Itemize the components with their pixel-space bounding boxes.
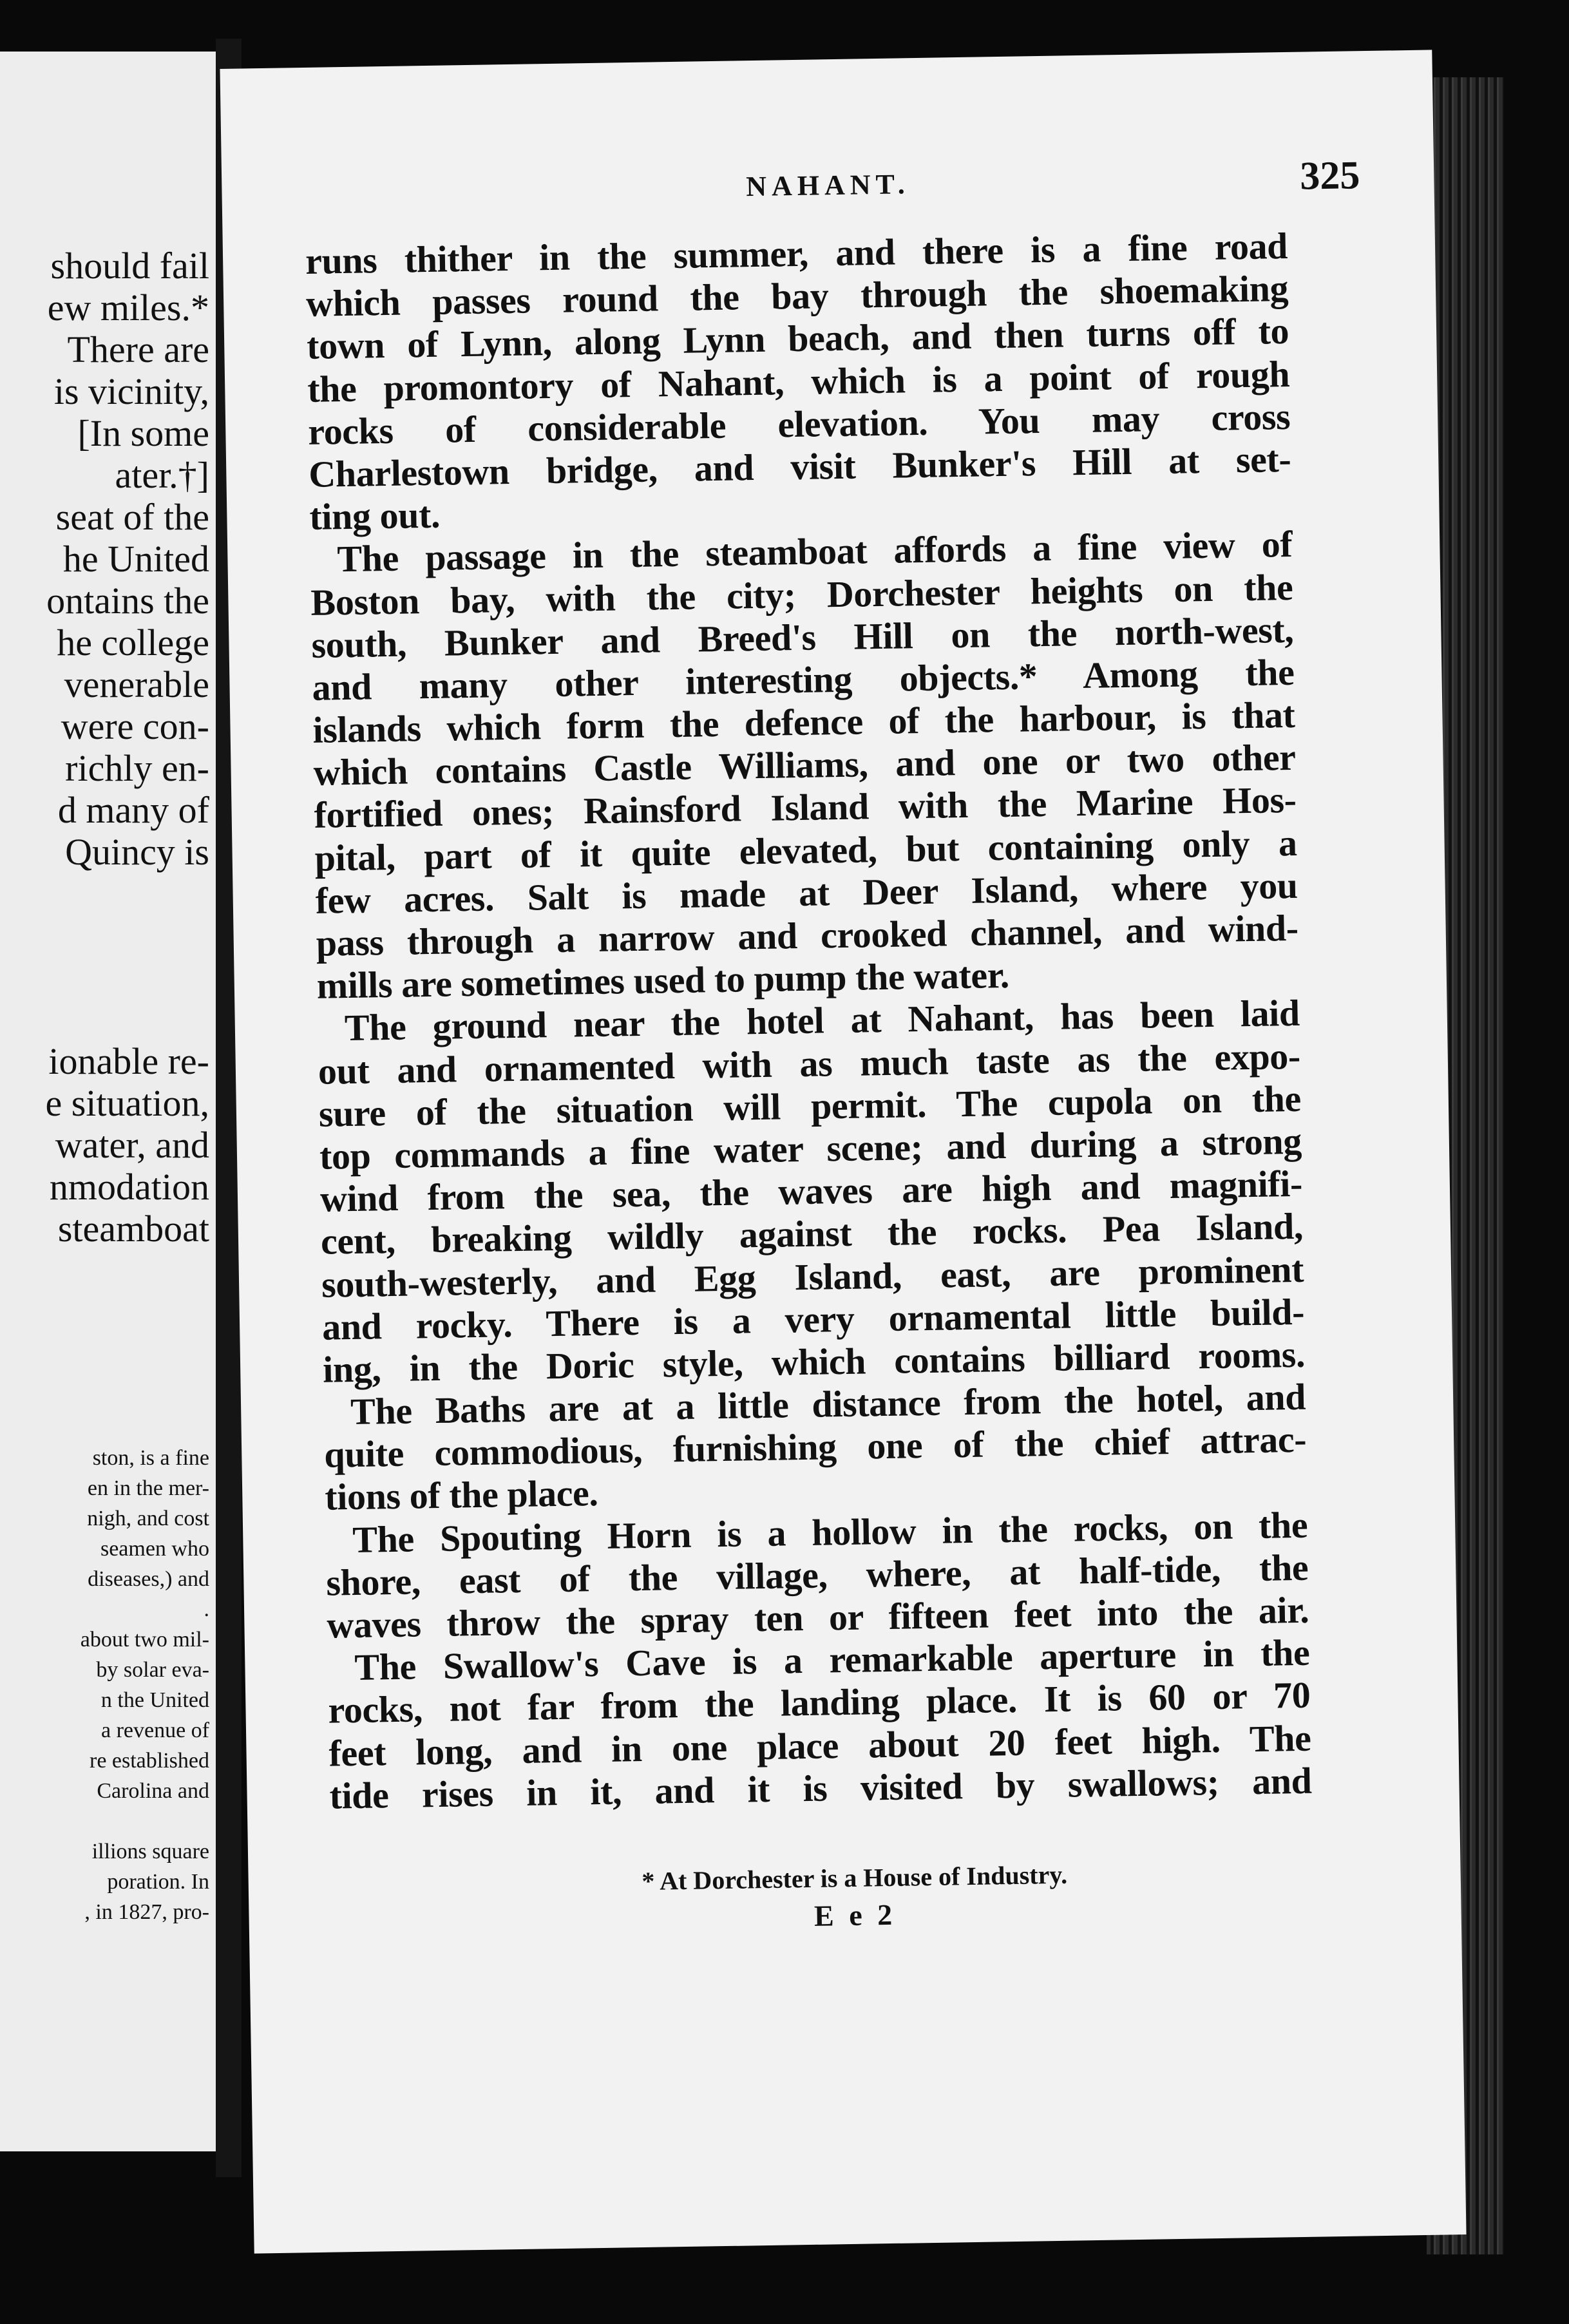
text-line: islands which form the defence of the harbour, is that — [312, 693, 1295, 751]
left-note-line: illions square — [91, 1840, 209, 1863]
text-line: south-westerly, and Egg Island, east, are prominent — [321, 1248, 1304, 1306]
left-line: e situation, — [45, 1082, 209, 1124]
left-note-line: nigh, and cost — [87, 1507, 209, 1530]
left-line: steamboat — [57, 1208, 209, 1250]
left-line — [0, 915, 209, 957]
text-line: pass through a narrow and crooked channel, and wind- — [316, 906, 1299, 964]
text-line: rocks, not far from the landing place. It is 60 or 70 — [328, 1674, 1311, 1732]
left-note-line: Carolina and — [97, 1779, 209, 1803]
left-line: richly en- — [65, 747, 209, 789]
text-line: few acres. Salt is made at Deer Island, where you — [315, 864, 1298, 922]
left-note-line: diseases,) and — [88, 1567, 209, 1591]
text-line: The Baths are at a little distance from the hotel, and — [350, 1375, 1306, 1433]
text-line: The Spouting Horn is a hollow in the rocks, on the — [352, 1503, 1308, 1561]
left-note-line: re established — [90, 1749, 209, 1773]
left-page-footnotes — [0, 1443, 209, 1927]
left-line — [0, 957, 209, 998]
text-line: pital, part of it quite elevated, but containing only a — [314, 821, 1298, 879]
text-line: wind from the sea, the waves are high and magnifi- — [319, 1162, 1303, 1220]
text-line: The ground near the hotel at Nahant, has been laid — [344, 992, 1300, 1049]
text-line: ing, in the Doric style, which contains billiard rooms. — [322, 1333, 1306, 1391]
left-line: There are — [67, 329, 209, 370]
left-line: ontains the — [46, 580, 209, 622]
text-line: which passes round the bay through the shoemaking — [305, 267, 1289, 325]
text-line: Charlestown bridge, and visit Bunker's Hill at set- — [308, 437, 1291, 495]
left-line: water, and — [55, 1124, 209, 1166]
left-line: venerable — [64, 663, 209, 705]
text-line: sure of the situation will permit. The cupola on the — [318, 1077, 1302, 1135]
text-line: The passage in the steamboat affords a fine view of — [336, 523, 1293, 580]
text-line: town of Lynn, along Lynn beach, and then turns off to — [306, 310, 1289, 368]
footnote: * At Dorchester is a House of Industry. — [642, 1860, 1068, 1896]
left-note-line: en in the mer- — [87, 1476, 209, 1500]
left-line: were con- — [61, 705, 209, 747]
left-note-line: seamen who — [100, 1537, 209, 1561]
text-line: out and ornamented with as much taste as the expo- — [318, 1034, 1301, 1092]
text-line: runs thither in the summer, and there is a fine road — [305, 224, 1288, 282]
left-line: he college — [57, 622, 209, 663]
left-note-line: , in 1827, pro- — [84, 1900, 209, 1924]
text-line: tide rises in it, and it is visited by swallows; and — [329, 1759, 1312, 1817]
text-line: and rocky. There is a very ornamental little build- — [321, 1290, 1305, 1348]
text-line: mills are sometimes used to pump the water. — [316, 954, 1010, 1007]
text-line: and many other interesting objects.* Among the — [312, 651, 1295, 709]
text-line: quite commodious, furnishing one of the chief attrac- — [323, 1418, 1307, 1476]
left-line: ionable re- — [48, 1040, 209, 1082]
text-line: the promontory of Nahant, which is a point of rough — [307, 352, 1290, 410]
text-line: south, Bunker and Breed's Hill on the north-west, — [311, 608, 1294, 666]
left-line: seat of the — [55, 496, 209, 538]
left-line: [In some — [77, 412, 209, 454]
text-line: Boston bay, with the city; Dorchester heights on the — [310, 566, 1293, 624]
left-note-line: about two mil- — [80, 1628, 209, 1652]
signature-mark: E e 2 — [813, 1898, 897, 1932]
left-line: should fail — [50, 245, 209, 287]
text-line: shore, east of the village, where, at half-tide, the — [325, 1546, 1309, 1604]
left-line: d many of — [57, 789, 209, 831]
text-line: waves throw the spray ten or fifteen feet into the air. — [326, 1588, 1309, 1646]
left-note-line: a revenue of — [100, 1719, 209, 1742]
left-line: is vicinity, — [53, 370, 209, 412]
left-line — [0, 998, 209, 1040]
left-note-line: n the United — [100, 1688, 209, 1712]
text-line: top commands a fine water scene; and during a strong — [319, 1119, 1302, 1177]
left-page-text — [0, 245, 209, 1250]
page-number: 325 — [1299, 153, 1360, 198]
running-head: NAHANT. — [745, 168, 911, 203]
left-facing-page — [0, 52, 216, 2151]
left-note-line — [0, 1806, 209, 1836]
left-line: ew miles.* — [47, 287, 209, 329]
text-line: feet long, and in one place about 20 feet high. The — [328, 1717, 1311, 1775]
text-line: The Swallow's Cave is a remarkable aperture in the — [354, 1631, 1310, 1689]
left-note-line: ston, is a fine — [92, 1446, 209, 1470]
left-line: ater.†] — [115, 454, 209, 496]
main-page — [220, 50, 1466, 2253]
body-text — [305, 225, 1312, 1818]
text-line: fortified ones; Rainsford Island with the Marine Hos- — [314, 779, 1297, 837]
text-line: which contains Castle Williams, and one or two other — [313, 736, 1296, 794]
text-line: ting out. — [309, 493, 441, 538]
left-line: Quincy is — [65, 831, 209, 873]
left-note-line: . — [204, 1597, 209, 1621]
left-line: he United — [62, 538, 209, 580]
left-line — [0, 873, 209, 915]
left-note-line: poration. In — [107, 1870, 209, 1894]
text-line: cent, breaking wildly against the rocks. Pea Island, — [320, 1205, 1304, 1263]
left-note-line: by solar eva- — [96, 1658, 209, 1682]
text-line: rocks of considerable elevation. You may cross — [307, 395, 1291, 453]
left-line: nmodation — [49, 1166, 209, 1208]
page-header — [222, 153, 1434, 230]
text-line: tions of the place. — [324, 1472, 598, 1519]
